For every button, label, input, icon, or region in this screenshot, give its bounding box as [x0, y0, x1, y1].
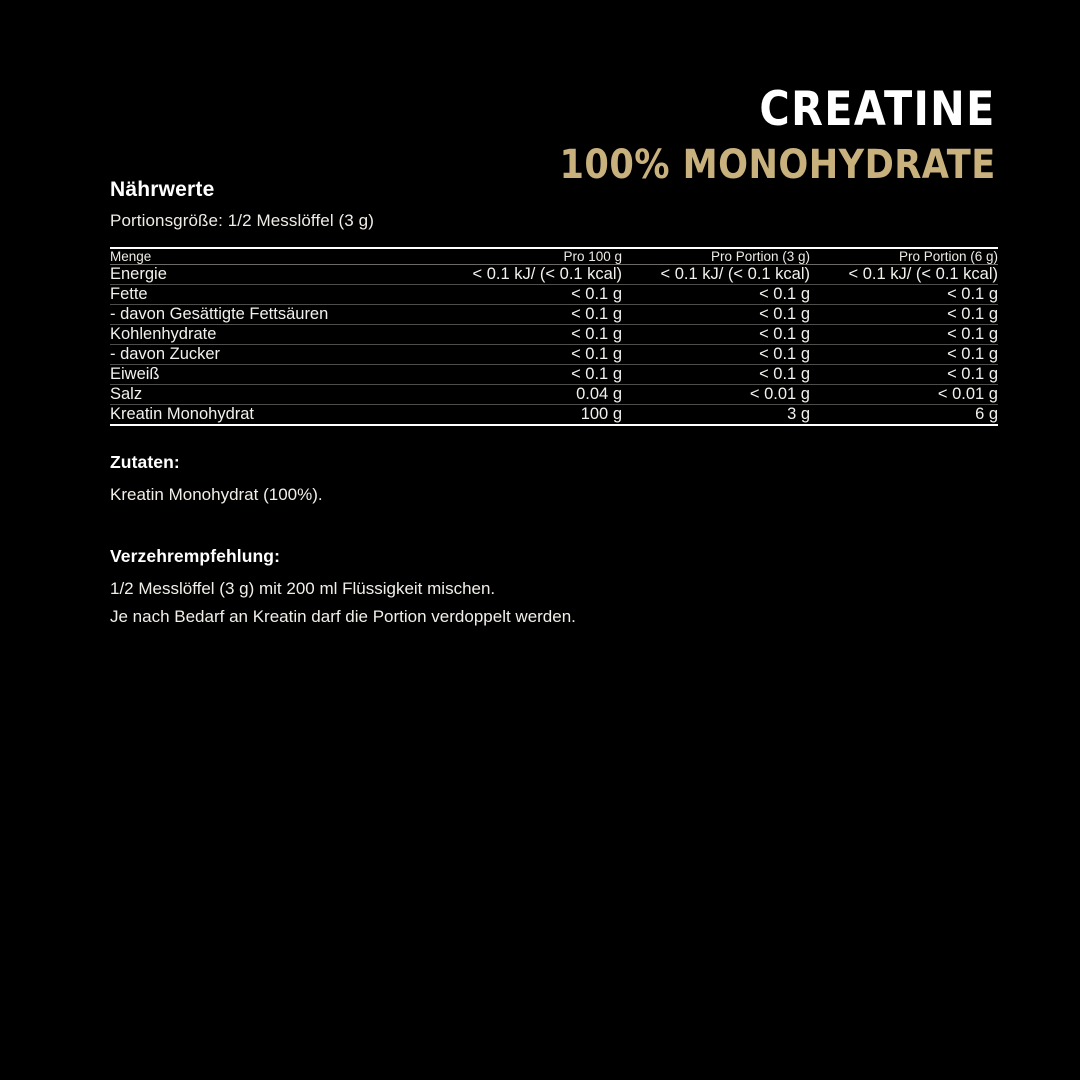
row-label: Kreatin Monohydrat [110, 405, 410, 426]
column-header-per-portion-6g: Pro Portion (6 g) [810, 248, 998, 265]
row-label: - davon Zucker [110, 345, 410, 365]
row-label: Energie [110, 265, 410, 285]
nutrition-heading: Nährwerte [110, 178, 215, 201]
table-body [110, 265, 998, 426]
row-value-per-6g: < 0.1 g [810, 285, 998, 305]
table-row [110, 305, 998, 325]
usage-line-1: 1/2 Messlöffel (3 g) mit 200 ml Flüssigkeit mischen. [110, 578, 496, 598]
usage-section [110, 546, 998, 630]
table-row [110, 345, 998, 365]
row-value-per-3g: < 0.1 g [622, 345, 810, 365]
row-value-per-3g: < 0.1 g [622, 285, 810, 305]
column-header-per-100g: Pro 100 g [410, 248, 622, 265]
row-value-per-6g: < 0.1 g [810, 345, 998, 365]
row-label: - davon Gesättigte Fettsäuren [110, 305, 410, 325]
row-value-per-6g: < 0.1 kJ/ (< 0.1 kcal) [810, 265, 998, 285]
row-value-per-100g: 0.04 g [410, 385, 622, 405]
table-header [110, 248, 998, 265]
row-value-per-6g: < 0.1 g [810, 305, 998, 325]
product-title: CREATINE [759, 82, 996, 137]
table-header-row [110, 248, 998, 265]
row-value-per-3g: 3 g [622, 405, 810, 426]
row-label: Salz [110, 385, 410, 405]
ingredients-section [110, 452, 998, 508]
row-value-per-3g: < 0.1 kJ/ (< 0.1 kcal) [622, 265, 810, 285]
table-row [110, 285, 998, 305]
ingredients-heading: Zutaten: [110, 452, 180, 472]
row-value-per-6g: < 0.01 g [810, 385, 998, 405]
table-row [110, 365, 998, 385]
row-value-per-3g: < 0.1 g [622, 325, 810, 345]
product-subtitle: 100% MONOHYDRATE [559, 142, 996, 188]
row-value-per-100g: < 0.1 g [410, 345, 622, 365]
row-value-per-6g: < 0.1 g [810, 365, 998, 385]
ingredients-text: Kreatin Monohydrat (100%). [110, 485, 323, 504]
row-value-per-3g: < 0.01 g [622, 385, 810, 405]
row-label: Fette [110, 285, 410, 305]
table-row [110, 265, 998, 285]
row-value-per-3g: < 0.1 g [622, 305, 810, 325]
table-row [110, 385, 998, 405]
table-row [110, 405, 998, 426]
usage-line-2: Je nach Bedarf an Kreatin darf die Portion verdoppelt werden. [110, 606, 576, 626]
usage-heading: Verzehrempfehlung: [110, 545, 281, 566]
column-header-amount: Menge [110, 248, 410, 265]
row-value-per-100g: 100 g [410, 405, 622, 426]
nutrition-table [110, 247, 998, 426]
column-header-per-portion-3g: Pro Portion (3 g) [622, 248, 810, 265]
brand-block [500, 82, 996, 188]
portion-size-line: Portionsgröße: 1/2 Messlöffel (3 g) [110, 211, 374, 230]
row-value-per-6g: 6 g [810, 405, 998, 426]
row-label: Kohlenhydrate [110, 325, 410, 345]
row-value-per-100g: < 0.1 kJ/ (< 0.1 kcal) [410, 265, 622, 285]
row-value-per-6g: < 0.1 g [810, 325, 998, 345]
row-value-per-100g: < 0.1 g [410, 305, 622, 325]
row-value-per-100g: < 0.1 g [410, 325, 622, 345]
table-row [110, 325, 998, 345]
nutrition-panel [110, 178, 998, 629]
row-label: Eiweiß [110, 365, 410, 385]
row-value-per-3g: < 0.1 g [622, 365, 810, 385]
row-value-per-100g: < 0.1 g [410, 365, 622, 385]
row-value-per-100g: < 0.1 g [410, 285, 622, 305]
